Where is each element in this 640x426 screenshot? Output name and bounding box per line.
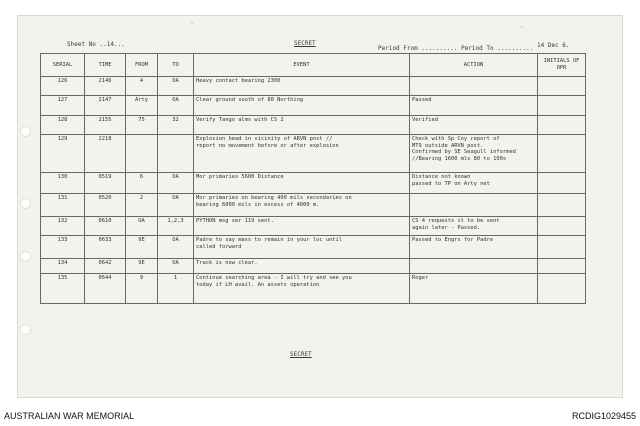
initials-cell xyxy=(538,77,586,96)
event-cell xyxy=(194,217,410,236)
action-cell xyxy=(410,77,538,96)
action-text-line: //Bearing 1600 mls 80 to 100s xyxy=(412,155,507,162)
table-row xyxy=(41,274,586,304)
col-header-time: TIME xyxy=(85,54,126,77)
time-cell: 0644 xyxy=(85,274,126,304)
action-text-line: Distance not known xyxy=(412,174,471,180)
to-cell: 1 xyxy=(158,274,194,304)
col-header-to: TO xyxy=(158,54,194,77)
from-cell: 9E xyxy=(126,259,158,274)
from-cell: 6 xyxy=(126,173,158,194)
action-text-line: Verified xyxy=(412,117,438,123)
initials-cell xyxy=(538,135,586,173)
action-text-line: again later - Passed. xyxy=(412,224,481,231)
action-cell xyxy=(410,194,538,217)
event-text-line: report no movement before or after explosion xyxy=(196,142,339,149)
table-header-row xyxy=(41,54,586,77)
from-cell: 9 xyxy=(126,274,158,304)
to-cell: 1,2,3 xyxy=(158,217,194,236)
from-cell xyxy=(126,135,158,173)
to-cell: OA xyxy=(158,77,194,96)
from-cell: Arty xyxy=(126,96,158,116)
serial-cell: 126 xyxy=(41,77,85,96)
serial-cell: 128 xyxy=(41,116,85,135)
table-row xyxy=(41,259,586,274)
col-header-action: ACTION xyxy=(410,54,538,77)
col-header-from: FROM xyxy=(126,54,158,77)
initials-cell xyxy=(538,173,586,194)
action-text-line: Confirmed by SE Seagull informed xyxy=(412,149,516,156)
time-cell: 2146 xyxy=(85,77,126,96)
event-cell xyxy=(194,116,410,135)
event-cell xyxy=(194,194,410,217)
serial-cell: 132 xyxy=(41,217,85,236)
table-row xyxy=(41,96,586,116)
to-cell: OA xyxy=(158,236,194,259)
from-cell: 2 xyxy=(126,194,158,217)
action-text-line: Passed to Engrs for Padre xyxy=(412,237,494,243)
table-row xyxy=(41,77,586,96)
event-text-line: Padre to say mass to remain in your loc until xyxy=(196,237,343,243)
serial-cell: 133 xyxy=(41,236,85,259)
event-cell xyxy=(194,77,410,96)
event-text-line: Mor primaries 5600 Distance xyxy=(196,174,284,180)
caption-bar xyxy=(0,408,640,426)
punch-hole xyxy=(20,324,31,335)
event-cell xyxy=(194,259,410,274)
log-date: 14 Dec 6. xyxy=(537,42,570,49)
action-cell xyxy=(410,173,538,194)
event-text-line: Verify Tango alms with CS 2 xyxy=(196,117,284,123)
time-cell: 0519 xyxy=(85,173,126,194)
action-text-line: CS 4 requests it to be sent xyxy=(412,218,500,224)
action-text-line: Roger xyxy=(412,275,429,281)
from-cell: 4 xyxy=(126,77,158,96)
classification-top: SECRET xyxy=(294,40,316,47)
event-cell xyxy=(194,173,410,194)
pencil-mark: ^ xyxy=(520,26,524,33)
action-cell xyxy=(410,259,538,274)
time-cell: 2147 xyxy=(85,96,126,116)
initials-cell xyxy=(538,96,586,116)
table-row xyxy=(41,116,586,135)
table-row xyxy=(41,173,586,194)
initials-cell xyxy=(538,236,586,259)
initials-cell xyxy=(538,274,586,304)
to-cell: OA xyxy=(158,194,194,217)
initials-cell xyxy=(538,217,586,236)
event-text-line: bearing 6000 mils in excess of 4000 m. xyxy=(196,201,320,208)
to-cell: 32 xyxy=(158,116,194,135)
period-range: Period From .......... Period To .......... xyxy=(378,45,534,52)
punch-hole xyxy=(20,251,31,262)
table-row xyxy=(41,217,586,236)
time-cell: 2218 xyxy=(85,135,126,173)
time-cell: 0610 xyxy=(85,217,126,236)
event-text-line: called forward xyxy=(196,243,242,250)
event-text-line: Mor primaries on bearing 400 mils secondaries on xyxy=(196,195,352,201)
action-cell xyxy=(410,116,538,135)
event-cell xyxy=(194,96,410,116)
serial-cell: 134 xyxy=(41,259,85,274)
serial-cell: 135 xyxy=(41,274,85,304)
event-text-line: PYTHON msg ser 119 sent. xyxy=(196,218,274,224)
action-text-line: Passed xyxy=(412,97,432,103)
event-text-line: Clear ground south of 80 Northing xyxy=(196,97,304,103)
event-text-line: Continue searching area - I will try and see you xyxy=(196,275,352,281)
initials-cell xyxy=(538,116,586,135)
initials-cell xyxy=(538,259,586,274)
serial-cell: 127 xyxy=(41,96,85,116)
event-log-table xyxy=(40,53,586,304)
action-cell xyxy=(410,217,538,236)
from-cell: 9E xyxy=(126,236,158,259)
action-cell xyxy=(410,135,538,173)
time-cell: 0642 xyxy=(85,259,126,274)
table-row xyxy=(41,135,586,173)
to-cell: OA xyxy=(158,259,194,274)
to-cell: OA xyxy=(158,173,194,194)
classification-bottom: SECRET xyxy=(290,351,312,358)
from-cell: OA xyxy=(126,217,158,236)
event-cell xyxy=(194,236,410,259)
pencil-mark: ~ xyxy=(190,20,194,27)
table-row xyxy=(41,236,586,259)
to-cell xyxy=(158,135,194,173)
action-text-line: Check with Sp Coy report of xyxy=(412,136,500,142)
action-cell xyxy=(410,274,538,304)
serial-cell: 130 xyxy=(41,173,85,194)
time-cell: 0520 xyxy=(85,194,126,217)
record-id: RCDIG1029455 xyxy=(571,411,636,421)
punch-hole xyxy=(20,126,31,137)
event-text-line: Explosion head in vicinity of ARVN post // xyxy=(196,136,333,142)
from-cell: 75 xyxy=(126,116,158,135)
event-text-line: today if LH avail. An assets operation xyxy=(196,281,320,288)
serial-cell: 129 xyxy=(41,135,85,173)
action-text-line: passed to TP on Arty net xyxy=(412,180,490,187)
sheet-number: Sheet No ..14... xyxy=(67,41,125,48)
action-cell xyxy=(410,236,538,259)
action-text-line: MT9 outside ARVN post. xyxy=(412,142,484,149)
time-cell: 2155 xyxy=(85,116,126,135)
event-text-line: Heavy contact bearing 2300 xyxy=(196,78,281,84)
event-text-line: Track is now clear. xyxy=(196,260,258,266)
table-row xyxy=(41,194,586,217)
col-header-initials: INITIALS OF OPR xyxy=(538,54,586,77)
event-cell xyxy=(194,135,410,173)
serial-cell: 131 xyxy=(41,194,85,217)
punch-hole xyxy=(20,198,31,209)
initials-cell xyxy=(538,194,586,217)
institution-label: AUSTRALIAN WAR MEMORIAL xyxy=(4,411,135,421)
to-cell: OA xyxy=(158,96,194,116)
time-cell: 0633 xyxy=(85,236,126,259)
col-header-serial: SERIAL xyxy=(41,54,85,77)
col-header-event: EVENT xyxy=(194,54,410,77)
action-cell xyxy=(410,96,538,116)
event-cell xyxy=(194,274,410,304)
